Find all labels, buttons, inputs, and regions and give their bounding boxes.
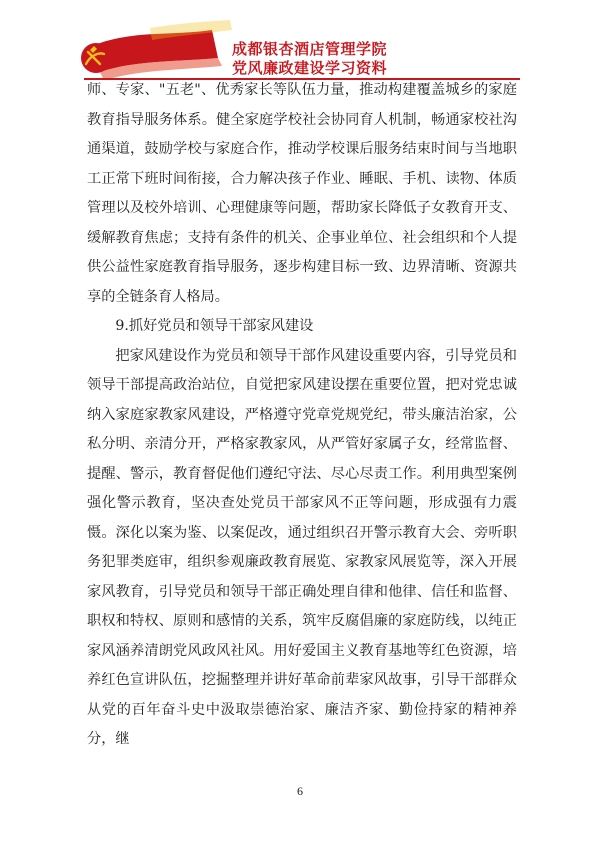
document-body	[87, 76, 517, 755]
page-header	[0, 0, 600, 88]
page-number: 6	[297, 784, 303, 798]
party-emblem-icon	[81, 43, 111, 73]
body-paragraph-2: 把家风建设作为党员和领导干部作风建设重要内容，引导党员和领导干部提高政治站位，自觉把家风建设摆在重要位置，把对党忠诚纳入家庭家教家风建设，严格遵守党章党规党纪，带头廉洁治家，公私分明、亲清分开，严格家教家风，从严管好家属子女，经常监督、提醒、警示，教育督促他们遵纪守法、尽心尽责工作。利用典型案例强化警示教育，坚决查处党员干部家风不正等问题，形成强有力震慑。深化以案为鉴、以案促改，通过组织召开警示教育大会、旁听职务犯罪类庭审，组织参观廉政教育展览、家教家风展览等，深入开展家风教育，引导党员和领导干部正确处理自律和他律、信任和监督、职权和特权、原则和感情的关系，筑牢反腐倡廉的家庭防线，以纯正家风涵养清朗党风政风社风。用好爱国主义教育基地等红色资源，培养红色宣讲队伍，挖掘整理并讲好革命前辈家风故事，引导干部群众从党的百年奋斗史中汲取崇德治家、廉洁齐家、勤俭持家的精神养分，继	[87, 347, 517, 747]
body-paragraph-1: 师、专家、"五老"、优秀家长等队伍力量，推动构建覆盖城乡的家庭教育指导服务体系。健全家庭学校社会协同育人机制，畅通家校社沟通渠道，鼓励学校与家庭合作，推动学校课后服务结束时间与当地职工正常下班时间衔接，合力解决孩子作业、睡眠、手机、读物、体质管理以及校外培训、心理健康等问题，帮助家长降低子女教育开支、缓解教育焦虑；支持有条件的机关、企事业单位、社会组织和个人提供公益性家庭教育指导服务，逐步构建目标一致、边界清晰、资源共享的全链条育人格局。	[87, 82, 517, 305]
flag-ribbon-icon	[92, 20, 232, 80]
header-title-line2: 党风廉政建设学习资料	[232, 59, 388, 77]
header-title	[232, 40, 432, 78]
header-title-line1: 成都银杏酒店管理学院	[232, 40, 388, 58]
section-heading: 9.抓好党员和领导干部家风建设	[115, 318, 314, 334]
